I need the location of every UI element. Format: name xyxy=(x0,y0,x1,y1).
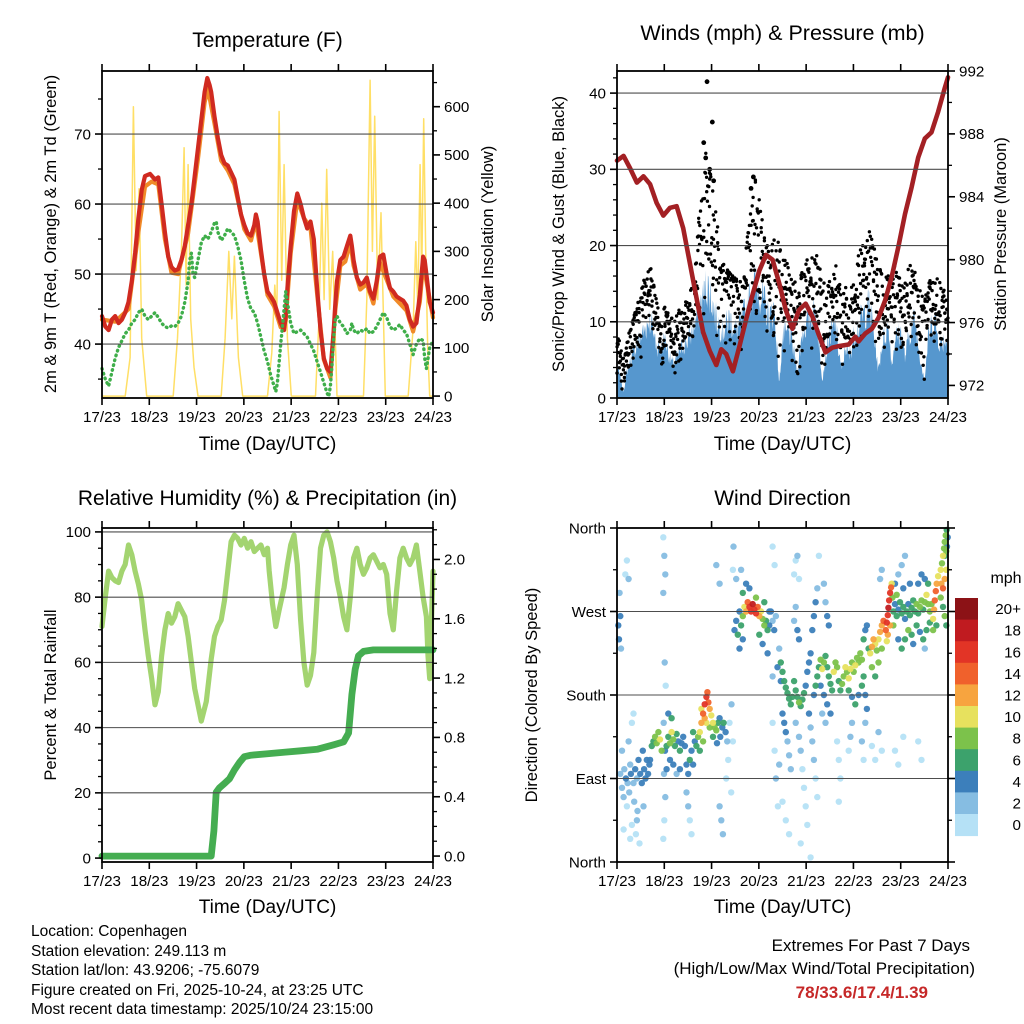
svg-text:18/23: 18/23 xyxy=(645,873,684,890)
svg-text:20: 20 xyxy=(74,785,91,803)
svg-text:23/23: 23/23 xyxy=(881,409,920,426)
svg-text:24/23: 24/23 xyxy=(413,873,453,890)
svg-text:0: 0 xyxy=(444,388,453,406)
svg-text:80: 80 xyxy=(74,589,91,607)
svg-text:21/23: 21/23 xyxy=(272,409,311,426)
svg-text:972: 972 xyxy=(959,377,985,395)
svg-text:12: 12 xyxy=(1004,687,1021,705)
svg-text:20/23: 20/23 xyxy=(739,873,778,890)
svg-text:8: 8 xyxy=(1012,730,1021,748)
svg-text:20/23: 20/23 xyxy=(224,409,263,426)
svg-text:21/23: 21/23 xyxy=(272,873,311,890)
svg-text:2.0: 2.0 xyxy=(444,551,466,569)
svg-text:19/23: 19/23 xyxy=(177,409,216,426)
svg-text:22/23: 22/23 xyxy=(834,409,873,426)
winds-xlabel: Time (Day/UTC) xyxy=(713,434,852,455)
winds-ylabel-right: Station Pressure (Maroon) xyxy=(992,137,1010,331)
svg-text:10: 10 xyxy=(589,314,606,332)
svg-text:20/23: 20/23 xyxy=(224,873,263,890)
svg-text:19/23: 19/23 xyxy=(692,873,731,890)
svg-text:984: 984 xyxy=(959,189,985,207)
svg-text:60: 60 xyxy=(74,654,91,672)
svg-text:23/23: 23/23 xyxy=(366,409,405,426)
svg-text:976: 976 xyxy=(959,314,985,332)
temperature-xlabel: Time (Day/UTC) xyxy=(198,434,337,455)
extremes-heading: Extremes For Past 7 Days xyxy=(771,936,970,955)
svg-text:0: 0 xyxy=(82,850,91,868)
svg-text:24/23: 24/23 xyxy=(928,409,968,426)
svg-text:20+: 20+ xyxy=(995,601,1021,619)
extremes-subheading: (High/Low/Max Wind/Total Precipitation) xyxy=(673,959,975,978)
svg-text:19/23: 19/23 xyxy=(692,409,731,426)
svg-text:21/23: 21/23 xyxy=(787,873,826,890)
svg-text:988: 988 xyxy=(959,126,985,144)
svg-text:East: East xyxy=(575,770,606,788)
svg-text:0.4: 0.4 xyxy=(444,789,466,807)
svg-text:17/23: 17/23 xyxy=(82,409,122,426)
svg-text:1.2: 1.2 xyxy=(444,670,466,688)
temperature-chart xyxy=(74,64,469,426)
extremes-values: 78/33.6/17.4/1.39 xyxy=(795,983,928,1002)
svg-text:19/23: 19/23 xyxy=(177,873,216,890)
most-recent-data-timestamp: Most recent data timestamp: 2025/10/24 23:15:00 xyxy=(31,1001,374,1018)
svg-text:24/23: 24/23 xyxy=(413,409,453,426)
svg-text:500: 500 xyxy=(444,147,470,165)
humidity-precip-chart xyxy=(66,521,465,890)
svg-text:18/23: 18/23 xyxy=(130,409,169,426)
figure-created-timestamp: Figure created on Fri, 2025-10-24, at 23:25 UTC xyxy=(31,981,364,999)
svg-text:40: 40 xyxy=(589,85,606,103)
winds-pressure-chart-title: Winds (mph) & Pressure (mb) xyxy=(640,21,925,45)
wind-speed-legend xyxy=(955,598,1021,836)
svg-text:18/23: 18/23 xyxy=(645,409,684,426)
svg-text:4: 4 xyxy=(1012,773,1021,791)
svg-text:10: 10 xyxy=(1004,709,1021,727)
svg-text:22/23: 22/23 xyxy=(834,873,873,890)
svg-text:21/23: 21/23 xyxy=(787,409,826,426)
svg-text:20/23: 20/23 xyxy=(739,409,778,426)
svg-text:24/23: 24/23 xyxy=(928,873,968,890)
svg-text:2: 2 xyxy=(1012,795,1021,813)
svg-text:17/23: 17/23 xyxy=(82,873,122,890)
svg-text:50: 50 xyxy=(74,266,91,284)
svg-text:40: 40 xyxy=(74,719,91,737)
svg-text:23/23: 23/23 xyxy=(881,873,920,890)
winds-pressure-chart xyxy=(589,63,984,426)
svg-text:20: 20 xyxy=(589,237,606,255)
svg-text:0: 0 xyxy=(1012,817,1021,835)
svg-text:400: 400 xyxy=(444,195,470,213)
temperature-ylabel-left: 2m & 9m T (Red, Orange) & 2m Td (Green) xyxy=(42,74,60,394)
station-elevation: Station elevation: 249.113 m xyxy=(31,942,227,960)
svg-text:17/23: 17/23 xyxy=(597,873,637,890)
svg-text:0.0: 0.0 xyxy=(444,848,466,866)
svg-text:60: 60 xyxy=(74,196,91,214)
svg-text:1.6: 1.6 xyxy=(444,611,466,629)
svg-text:17/23: 17/23 xyxy=(597,409,637,426)
svg-text:14: 14 xyxy=(1004,665,1021,683)
station-info xyxy=(31,922,373,1020)
svg-text:0.8: 0.8 xyxy=(444,729,466,747)
svg-text:30: 30 xyxy=(589,161,606,179)
station-latlon: Station lat/lon: 43.9206; -75.6079 xyxy=(31,962,260,979)
svg-text:North: North xyxy=(568,520,606,538)
svg-text:South: South xyxy=(566,687,606,705)
svg-text:18: 18 xyxy=(1004,622,1021,640)
svg-text:100: 100 xyxy=(444,340,470,358)
svg-text:70: 70 xyxy=(74,126,91,144)
wind-direction-chart xyxy=(566,520,967,890)
speed-legend-title: mph xyxy=(990,570,1022,587)
svg-text:22/23: 22/23 xyxy=(319,409,358,426)
humidity-ylabel-left: Percent & Total Rainfall xyxy=(42,609,60,781)
winds-ylabel-left: Sonic/Prop Wind & Gust (Blue, Black) xyxy=(550,95,568,373)
station-location: Location: Copenhagen xyxy=(31,923,187,940)
svg-text:6: 6 xyxy=(1012,752,1021,770)
svg-text:100: 100 xyxy=(65,524,91,542)
svg-text:600: 600 xyxy=(444,98,470,116)
svg-text:40: 40 xyxy=(74,336,91,354)
svg-text:200: 200 xyxy=(444,291,470,309)
svg-text:23/23: 23/23 xyxy=(366,873,405,890)
svg-text:18/23: 18/23 xyxy=(130,873,169,890)
svg-text:300: 300 xyxy=(444,243,470,261)
svg-text:22/23: 22/23 xyxy=(319,873,358,890)
temperature-ylabel-right: Solar Insolation (Yellow) xyxy=(479,145,497,323)
svg-text:992: 992 xyxy=(959,63,985,81)
wind-direction-xlabel: Time (Day/UTC) xyxy=(713,897,852,918)
wind-direction-chart-title: Wind Direction xyxy=(714,487,851,510)
temperature-chart-title: Temperature (F) xyxy=(192,29,343,52)
svg-text:0: 0 xyxy=(597,390,606,408)
svg-text:16: 16 xyxy=(1004,644,1021,662)
svg-text:North: North xyxy=(568,854,606,872)
svg-text:West: West xyxy=(571,603,606,621)
humidity-precip-chart-title: Relative Humidity (%) & Precipitation (in) xyxy=(77,487,458,510)
wind-direction-ylabel-left: Direction (Colored By Speed) xyxy=(523,587,541,803)
svg-text:980: 980 xyxy=(959,251,985,269)
humidity-xlabel: Time (Day/UTC) xyxy=(198,897,337,918)
